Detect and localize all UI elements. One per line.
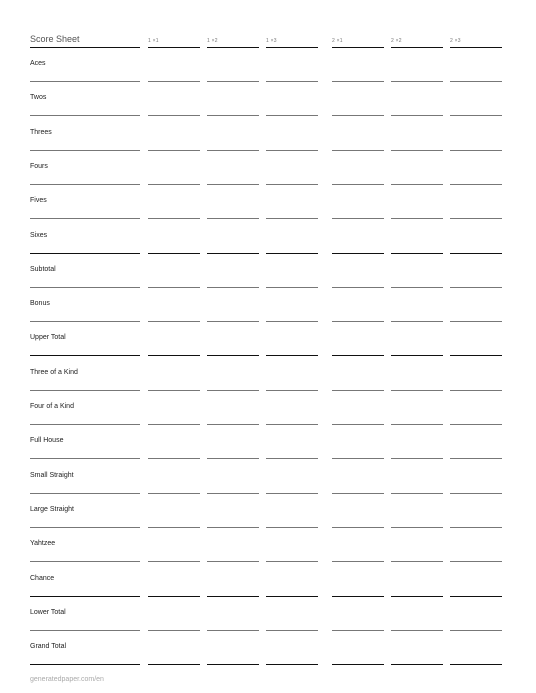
column-header-underline xyxy=(266,47,318,48)
score-entry-line xyxy=(332,458,384,459)
score-entry-line xyxy=(332,287,384,288)
score-entry-line xyxy=(332,630,384,631)
score-entry-line xyxy=(266,253,318,254)
score-entry-line xyxy=(450,630,502,631)
score-entry-line xyxy=(332,493,384,494)
score-entry-line xyxy=(332,561,384,562)
score-entry-line xyxy=(207,184,259,185)
row-label-line xyxy=(30,390,140,391)
row-label: Threes xyxy=(30,129,52,136)
score-entry-line xyxy=(148,596,200,597)
score-entry-line xyxy=(266,630,318,631)
score-entry-line xyxy=(391,253,443,254)
row-label-line xyxy=(30,355,140,356)
score-entry-line xyxy=(391,115,443,116)
score-entry-line xyxy=(450,184,502,185)
row-label: Fours xyxy=(30,163,48,170)
row-label: Bonus xyxy=(30,300,50,307)
row-label-line xyxy=(30,630,140,631)
score-entry-line xyxy=(148,81,200,82)
score-entry-line xyxy=(266,596,318,597)
score-entry-line xyxy=(207,458,259,459)
row-label: Full House xyxy=(30,437,64,444)
score-entry-line xyxy=(207,81,259,82)
row-label: Upper Total xyxy=(30,334,66,341)
score-entry-line xyxy=(450,287,502,288)
score-entry-line xyxy=(266,184,318,185)
score-entry-line xyxy=(148,218,200,219)
score-entry-line xyxy=(450,390,502,391)
score-entry-line xyxy=(207,561,259,562)
score-entry-line xyxy=(391,390,443,391)
column-header-underline xyxy=(391,47,443,48)
score-entry-line xyxy=(266,81,318,82)
score-entry-line xyxy=(450,458,502,459)
row-label-line xyxy=(30,253,140,254)
score-entry-line xyxy=(266,218,318,219)
score-entry-line xyxy=(391,150,443,151)
score-entry-line xyxy=(207,664,259,665)
score-entry-line xyxy=(450,81,502,82)
score-entry-line xyxy=(266,561,318,562)
score-entry-line xyxy=(207,150,259,151)
score-entry-line xyxy=(266,458,318,459)
score-entry-line xyxy=(148,493,200,494)
score-entry-line xyxy=(450,150,502,151)
score-entry-line xyxy=(148,664,200,665)
column-header-underline xyxy=(148,47,200,48)
score-entry-line xyxy=(391,424,443,425)
score-entry-line xyxy=(332,321,384,322)
row-label: Three of a Kind xyxy=(30,369,78,376)
score-entry-line xyxy=(391,493,443,494)
score-entry-line xyxy=(266,321,318,322)
score-entry-line xyxy=(148,115,200,116)
row-label: Yahtzee xyxy=(30,540,56,547)
score-entry-line xyxy=(266,424,318,425)
score-entry-line xyxy=(332,390,384,391)
score-entry-line xyxy=(450,493,502,494)
score-entry-line xyxy=(148,390,200,391)
score-entry-line xyxy=(391,184,443,185)
row-label: Small Straight xyxy=(30,472,74,479)
score-entry-line xyxy=(391,321,443,322)
score-entry-line xyxy=(391,287,443,288)
score-entry-line xyxy=(148,184,200,185)
row-label-line xyxy=(30,115,140,116)
row-label: Four of a Kind xyxy=(30,403,74,410)
column-header: 1 ×3 xyxy=(266,38,277,44)
column-header: 1 ×2 xyxy=(207,38,218,44)
score-entry-line xyxy=(148,458,200,459)
score-entry-line xyxy=(207,218,259,219)
score-entry-line xyxy=(391,218,443,219)
score-entry-line xyxy=(207,321,259,322)
row-label-line xyxy=(30,184,140,185)
score-entry-line xyxy=(148,287,200,288)
score-entry-line xyxy=(266,115,318,116)
column-header: 1 ×1 xyxy=(148,38,159,44)
score-entry-line xyxy=(332,527,384,528)
score-entry-line xyxy=(148,355,200,356)
row-label: Chance xyxy=(30,575,55,582)
column-header-underline xyxy=(332,47,384,48)
score-entry-line xyxy=(207,596,259,597)
score-entry-line xyxy=(450,321,502,322)
score-entry-line xyxy=(450,253,502,254)
row-label: Sixes xyxy=(30,232,48,239)
score-entry-line xyxy=(332,218,384,219)
score-entry-line xyxy=(148,561,200,562)
row-label-line xyxy=(30,321,140,322)
score-entry-line xyxy=(450,527,502,528)
score-entry-line xyxy=(207,115,259,116)
score-entry-line xyxy=(266,390,318,391)
column-header: 2 ×2 xyxy=(391,38,402,44)
row-label-line xyxy=(30,81,140,82)
score-entry-line xyxy=(207,493,259,494)
score-entry-line xyxy=(148,150,200,151)
score-entry-line xyxy=(266,493,318,494)
row-label: Lower Total xyxy=(30,609,66,616)
score-entry-line xyxy=(266,664,318,665)
score-entry-line xyxy=(266,527,318,528)
score-entry-line xyxy=(332,596,384,597)
score-entry-line xyxy=(391,664,443,665)
score-entry-line xyxy=(391,355,443,356)
score-entry-line xyxy=(450,218,502,219)
score-entry-line xyxy=(332,184,384,185)
score-entry-line xyxy=(391,81,443,82)
score-entry-line xyxy=(207,424,259,425)
row-label-line xyxy=(30,218,140,219)
row-label: Fives xyxy=(30,197,47,204)
score-entry-line xyxy=(391,630,443,631)
score-entry-line xyxy=(207,390,259,391)
row-label: Grand Total xyxy=(30,643,67,650)
score-entry-line xyxy=(266,150,318,151)
score-entry-line xyxy=(332,150,384,151)
column-header: 2 ×1 xyxy=(332,38,343,44)
score-entry-line xyxy=(332,253,384,254)
score-entry-line xyxy=(266,287,318,288)
sheet-title: Score Sheet xyxy=(30,34,80,44)
row-label-line xyxy=(30,664,140,665)
row-label: Twos xyxy=(30,94,47,101)
score-entry-line xyxy=(450,561,502,562)
score-entry-line xyxy=(207,527,259,528)
score-entry-line xyxy=(207,253,259,254)
score-entry-line xyxy=(450,355,502,356)
column-header: 2 ×3 xyxy=(450,38,461,44)
score-entry-line xyxy=(266,355,318,356)
row-label: Aces xyxy=(30,60,46,67)
column-header-underline xyxy=(450,47,502,48)
score-entry-line xyxy=(148,630,200,631)
row-label-line xyxy=(30,458,140,459)
score-entry-line xyxy=(148,321,200,322)
row-label-line xyxy=(30,493,140,494)
column-header-underline xyxy=(207,47,259,48)
score-entry-line xyxy=(450,596,502,597)
row-label-line xyxy=(30,596,140,597)
row-label-line xyxy=(30,150,140,151)
title-underline xyxy=(30,47,140,48)
score-entry-line xyxy=(207,287,259,288)
row-label-line xyxy=(30,287,140,288)
score-entry-line xyxy=(391,561,443,562)
score-entry-line xyxy=(332,664,384,665)
score-entry-line xyxy=(148,253,200,254)
score-entry-line xyxy=(391,527,443,528)
row-label: Large Straight xyxy=(30,506,74,513)
score-entry-line xyxy=(332,115,384,116)
score-entry-line xyxy=(450,424,502,425)
score-entry-line xyxy=(207,630,259,631)
row-label-line xyxy=(30,424,140,425)
score-entry-line xyxy=(391,596,443,597)
score-entry-line xyxy=(332,355,384,356)
row-label-line xyxy=(30,527,140,528)
score-entry-line xyxy=(450,115,502,116)
score-entry-line xyxy=(207,355,259,356)
score-entry-line xyxy=(148,527,200,528)
score-entry-line xyxy=(148,424,200,425)
score-entry-line xyxy=(450,664,502,665)
row-label-line xyxy=(30,561,140,562)
score-entry-line xyxy=(332,81,384,82)
row-label: Subtotal xyxy=(30,266,56,273)
score-entry-line xyxy=(332,424,384,425)
footer-credit: generatedpaper.com/en xyxy=(30,676,104,683)
score-entry-line xyxy=(391,458,443,459)
